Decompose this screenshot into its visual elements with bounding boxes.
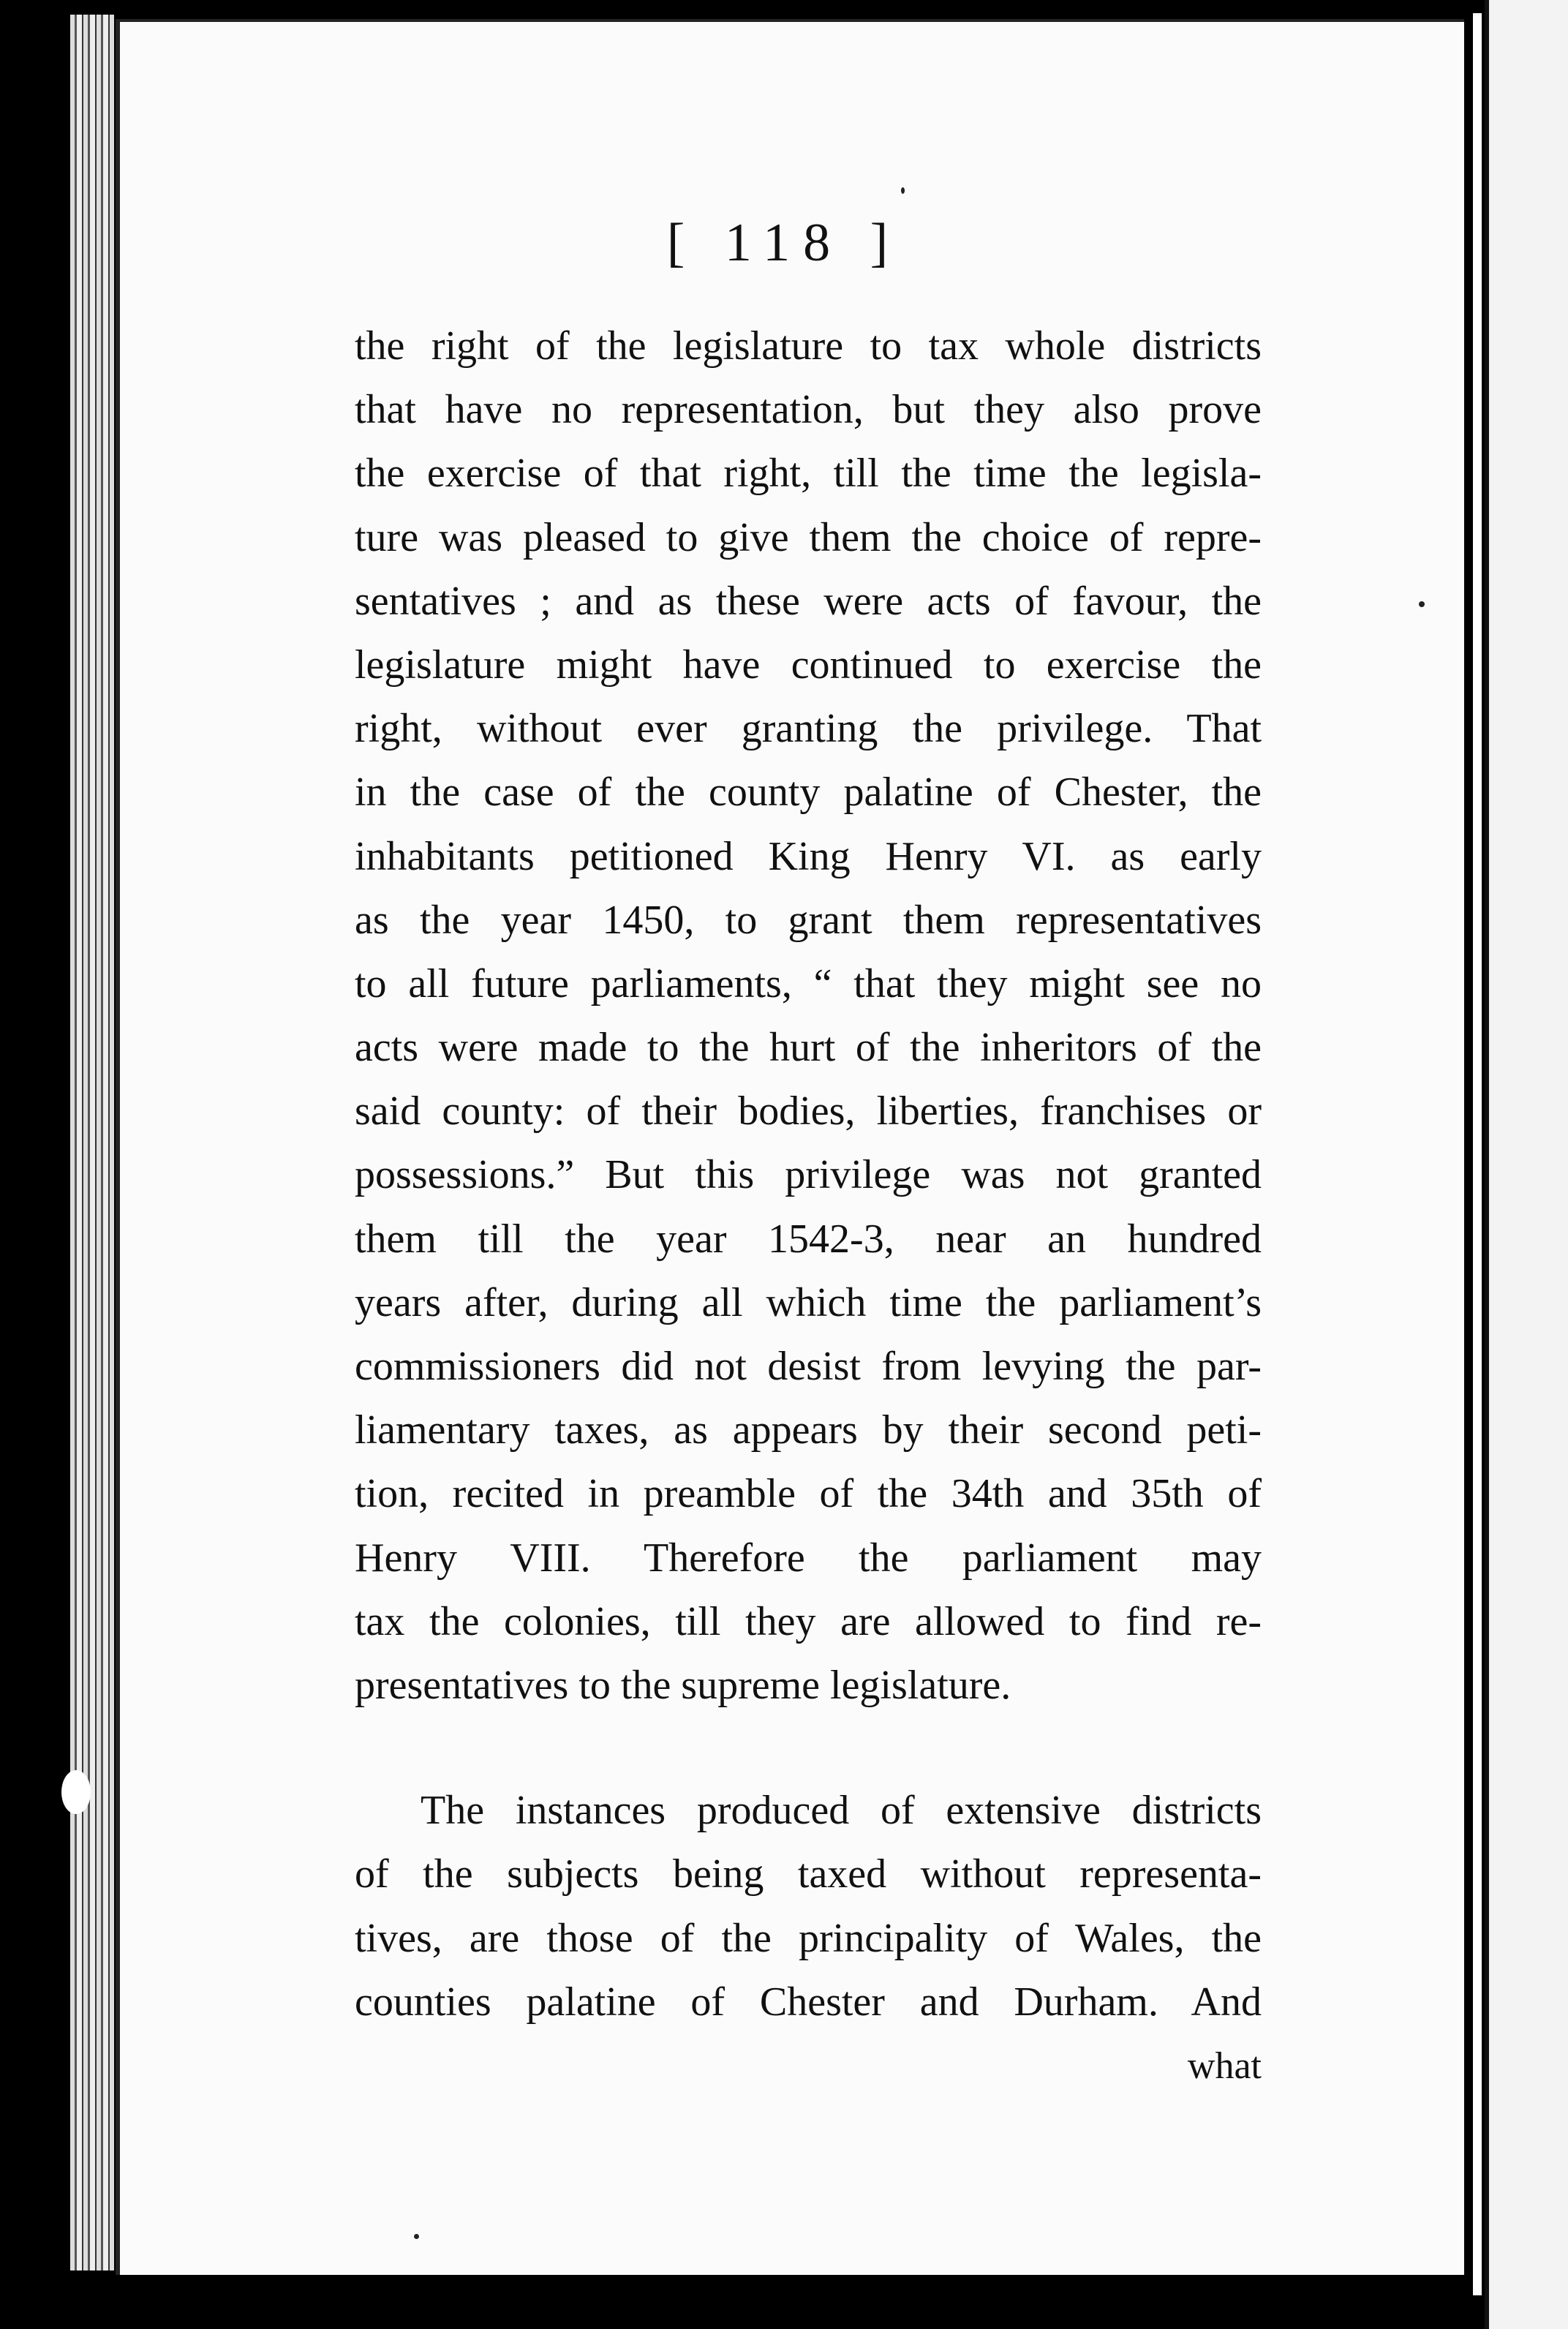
text-line: possessions.” But this privilege was not granted: [355, 1152, 1262, 1198]
ink-speck: [901, 187, 905, 194]
text-line: that have no representation, but they also prove: [355, 387, 1262, 433]
text-line: commissioners did not desist from levying the par-: [355, 1344, 1262, 1389]
text-line: tax the colonies, till they are allowed to find re-: [355, 1598, 1262, 1644]
page-number: [ 118 ]: [666, 213, 902, 273]
text-line: counties palatine of Chester and Durham. And: [355, 1979, 1262, 2025]
text-line: tives, are those of the principality of Wales, the: [355, 1915, 1262, 1961]
page-gutter: [1473, 13, 1482, 2295]
text-line: as the year 1450, to grant them representatives: [355, 897, 1262, 943]
text-line: ture was pleased to give them the choice of repre-: [355, 514, 1262, 560]
text-line: the exercise of that right, till the time the legisla-: [355, 451, 1262, 497]
text-line: legislature might have continued to exercise the: [355, 641, 1262, 688]
body-text: [355, 315, 1262, 2098]
ink-speck: [414, 2234, 419, 2239]
text-line: the right of the legislature to tax whole districts: [355, 323, 1262, 369]
text-line: said county: of their bodies, liberties, franchises or: [355, 1088, 1262, 1135]
text-line: presentatives to the supreme legislature.: [355, 1662, 1011, 1708]
text-line: sentatives ; and as these were acts of favour, the: [355, 578, 1262, 624]
text-line: inhabitants petitioned King Henry VI. as early: [355, 833, 1262, 879]
text-line: acts were made to the hurt of the inheritors of the: [355, 1025, 1262, 1071]
text-line: in the case of the county palatine of Chester, the: [355, 770, 1262, 816]
text-line: tion, recited in preamble of the 34th and 35th of: [355, 1471, 1262, 1517]
text-line: liamentary taxes, as appears by their second peti-: [355, 1407, 1262, 1453]
paper-hole: [61, 1770, 91, 1814]
text-line: of the subjects being taxed without representa-: [355, 1851, 1262, 1897]
text-line: Henry VIII. Therefore the parliament may: [355, 1535, 1262, 1581]
paragraph-2: [355, 1779, 1262, 2034]
text-line: them till the year 1542-3, near an hundred: [355, 1216, 1262, 1262]
ink-speck: [1419, 601, 1425, 607]
paragraph-1: [355, 315, 1262, 1717]
text-line: The instances produced of extensive districts: [421, 1788, 1262, 1834]
book-spine-edge: [70, 15, 114, 2270]
catchword: what: [1187, 2044, 1262, 2087]
facing-page-edge: [1485, 0, 1568, 2329]
paragraph-gap: [355, 1717, 1262, 1779]
text-line: right, without ever granting the privilege. That: [355, 706, 1262, 752]
text-line: years after, during all which time the parliament’s: [355, 1279, 1262, 1325]
text-line: to all future parliaments, “ that they might see no: [355, 960, 1262, 1007]
